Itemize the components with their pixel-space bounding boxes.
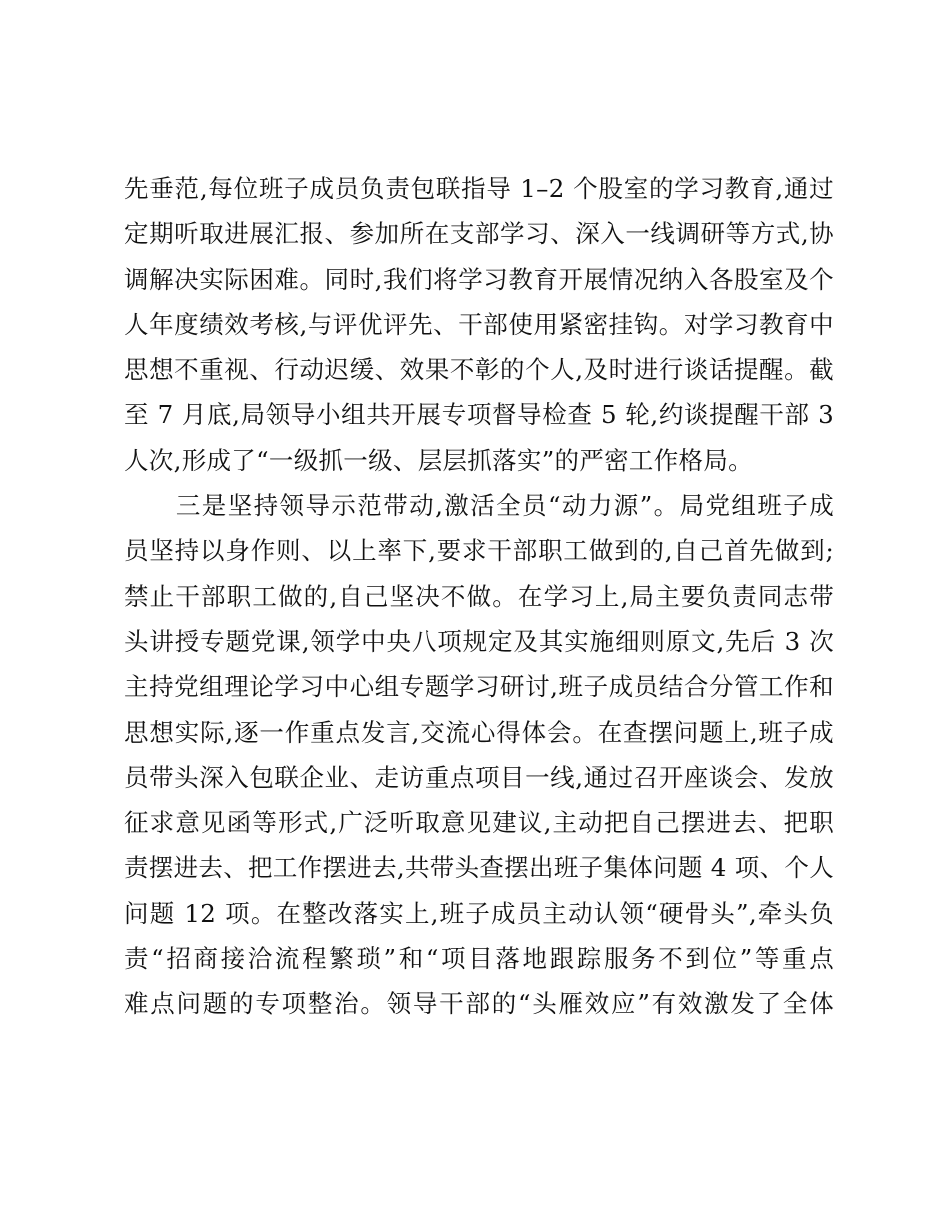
text-line-2: 定期听取进展汇报、参加所在支部学习、深入一线调研等方式,协 — [124, 219, 834, 249]
text-line-7: 人次,形成了“一级抓一级、层层抓落实”的严密工作格局。 — [124, 445, 753, 475]
text-line-13: 思想实际,逐一作重点发言,交流心得体会。在查摆问题上,班子成 — [124, 717, 834, 747]
text-line-6: 至 7 月底,局领导小组共开展专项督导检查 5 轮,约谈提醒干部 3 — [124, 400, 834, 430]
text-line-14: 员带头深入包联企业、走访重点项目一线,通过召开座谈会、发放 — [124, 762, 834, 792]
text-line-15: 征求意见函等形式,广泛听取意见建议,主动把自己摆进去、把职 — [124, 808, 834, 838]
text-line-1: 先垂范,每位班子成员负责包联指导 1–2 个股室的学习教育,通过 — [124, 174, 834, 203]
text-line-3: 调解决实际困难。同时,我们将学习教育开展情况纳入各股室及个 — [124, 264, 834, 294]
text-line-19: 难点问题的专项整治。领导干部的“头雁效应”有效激发了全体 — [124, 989, 834, 1019]
text-line-4: 人年度绩效考核,与评优评先、干部使用紧密挂钩。对学习教育中 — [124, 309, 834, 339]
text-line-8: 三是坚持领导示范带动,激活全员“动力源”。局党组班子成 — [124, 491, 834, 521]
text-line-16: 责摆进去、把工作摆进去,共带头查摆出班子集体问题 4 项、个人 — [124, 853, 834, 883]
text-line-9: 员坚持以身作则、以上率下,要求干部职工做到的,自己首先做到; — [124, 536, 834, 566]
text-line-11: 头讲授专题党课,领学中央八项规定及其实施细则原文,先后 3 次 — [124, 626, 834, 656]
body-text — [124, 166, 834, 1027]
text-line-5: 思想不重视、行动迟缓、效果不彰的个人,及时进行谈话提醒。截 — [124, 355, 834, 385]
text-line-18: 责“招商接洽流程繁琐”和“项目落地跟踪服务不到位”等重点 — [124, 944, 834, 974]
text-line-10: 禁止干部职工做的,自己坚决不做。在学习上,局主要负责同志带 — [124, 581, 834, 611]
text-line-17: 问题 12 项。在整改落实上,班子成员主动认领“硬骨头”,牵头负 — [124, 898, 834, 928]
text-line-12: 主持党组理论学习中心组专题学习研讨,班子成员结合分管工作和 — [124, 672, 834, 702]
